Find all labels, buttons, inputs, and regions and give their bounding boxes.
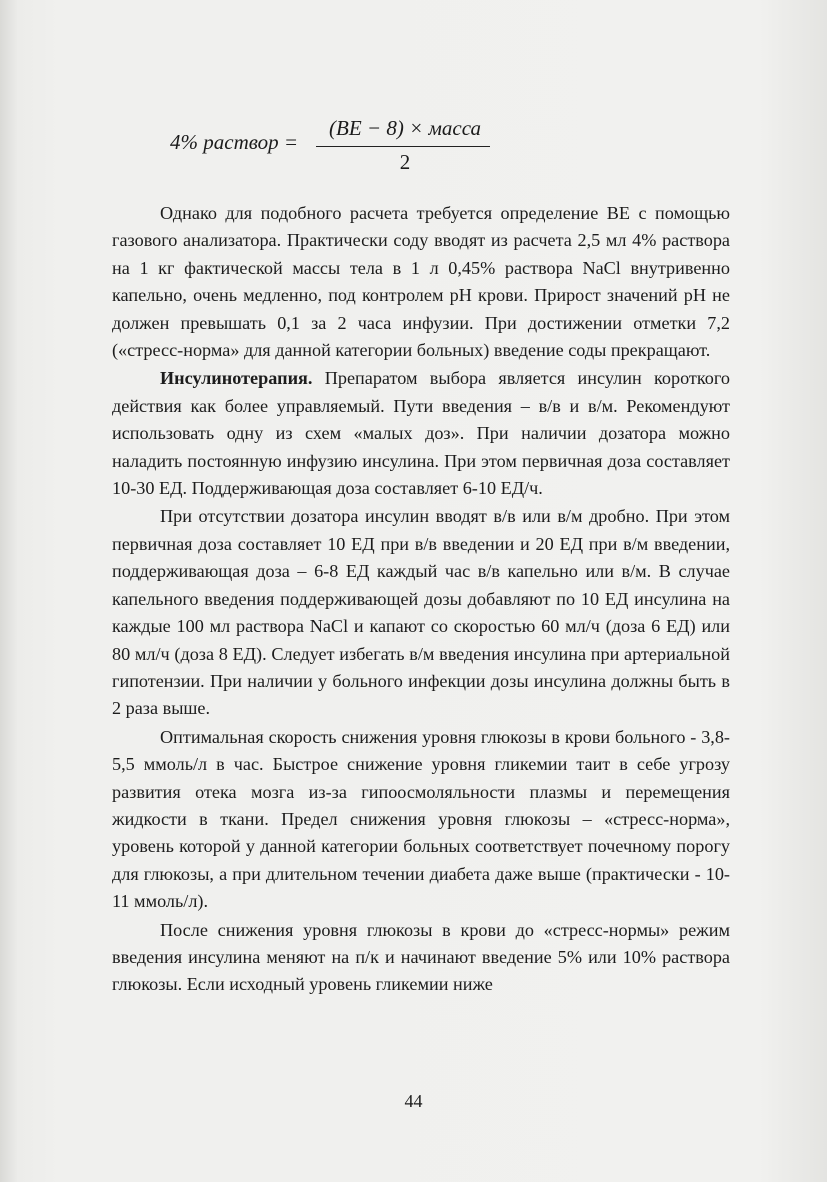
paragraph-soda-calculation — [112, 200, 730, 364]
page-number: 44 — [404, 1091, 423, 1111]
formula-lhs: 4% раствор = — [170, 130, 298, 154]
formula-denominator: 2 — [399, 150, 411, 174]
paragraph-after-stress-norm — [112, 917, 730, 999]
paragraph-text: При отсутствии дозатора инсулин вводят в/в или в/м дробно. При этом первичная доза составляет 10 ЕД при в/в введении и 20 ЕД при в/м введении, поддерживающая доза – 6-8 ЕД каждый час в/в капельно или в/м. В случае капельного введения поддерживающей дозы добавляют по 10 ЕД инсулина на каждые 100 мл раствора NaCl и капают со скоростью 60 мл/ч (доза 6 ЕД) или 80 мл/ч (доза 8 ЕД). Следует избегать в/м введения инсулина при артериальной гипотензии. При наличии у больного инфекции дозы инсулина должны быть в 2 раза выше. — [112, 506, 730, 719]
body-text — [112, 200, 730, 999]
paragraph-text: Оптимальная скорость снижения уровня глюкозы в крови больного - 3,8-5,5 ммоль/л в час. Быстрое снижение уровня гликемии таит в себе угрозу развития отека мозга из-за гипоосмоляльности плазмы и перемещения жидкости в ткани. Предел снижения уровня глюкозы – «стресс-норма», уровень которой у данной категории больных соответствует почечному порогу для глюкозы, а при длительном течении диабета даже выше (практически - 10-11 ммоль/л). — [112, 726, 730, 912]
paragraph-insulin-therapy — [112, 365, 730, 502]
paragraph-text: Однако для подобного расчета требуется определение BE с помощью газового анализатора. Практически соду вводят из расчета 2,5 мл 4% раствора на 1 кг фактической массы тела в 1 л 0,45% раствора NaCl внутривенно капельно, очень медленно, под контролем рН крови. Прирост значений рН не должен превышать 0,1 за 2 часа инфузии. При достижении отметки 7,2 («стресс-норма» для данной категории больных) введение соды прекращают. — [112, 203, 730, 361]
soda-dose-formula — [170, 116, 500, 176]
fraction-bar — [316, 146, 490, 147]
paragraph-glucose-rate — [112, 724, 730, 916]
paragraph-text: Препаратом выбора является инсулин короткого действия как более управляемый. Пути введения – в/в и в/м. Рекомендуют использовать одну из схем «малых доз». При наличии дозатора можно наладить постоянную инфузию инсулина. При этом первичная доза составляет 10-30 ЕД. Поддерживающая доза составляет 6-10 ЕД/ч. — [112, 368, 730, 499]
paragraph-text: После снижения уровня глюкозы в крови до «стресс-нормы» режим введения инсулина меняют на п/к и начинают введение 5% или 10% раствора глюкозы. Если исходный уровень гликемии ниже — [112, 919, 730, 995]
section-heading: Инсулинотерапия. — [160, 368, 313, 389]
formula-numerator: (BE − 8) × масса — [329, 116, 481, 140]
paragraph-no-dispenser — [112, 503, 730, 722]
